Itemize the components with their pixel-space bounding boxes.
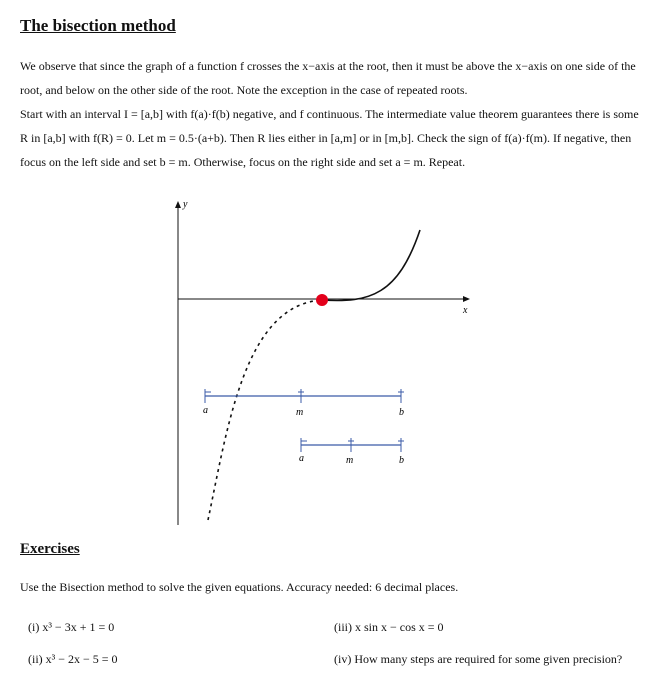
paragraph-1: We observe that since the graph of a function f crosses the x−axis at the root, then it must be above the x−axis on one side of the root, and below on the other side of the root. Note the exception in the case of repeated roots. — [20, 59, 636, 97]
y-axis-label: y — [183, 199, 188, 210]
curve-solid — [322, 230, 420, 301]
interval-2-m-label: m — [346, 455, 354, 466]
bisection-graph — [170, 195, 480, 525]
interval-1-b-label: b — [399, 407, 404, 418]
y-axis-arrow — [175, 201, 181, 208]
x-axis-arrow — [463, 296, 470, 302]
paragraph-2: Start with an interval I = [a,b] with f(a)·f(b) negative, and f continuous. The intermediate value theorem guarantees there is some R in [a,b] with f(R) = 0. Let m = 0.5·(a+b). Then R lies either in [a,m] or in [m,b]. Check the sign of f(a)·f(m). If negative, then focus on the left side and set b = m. Otherwise, focus on the right side and set a = m. Repeat. — [20, 107, 639, 169]
exercise-item: (iv) How many steps are required for some given precision? — [334, 652, 623, 666]
interval-2-a-label: a — [299, 453, 304, 464]
x-axis-label: x — [463, 305, 468, 316]
exercise-item: (i) x³ − 3x + 1 = 0 — [28, 620, 115, 634]
exercise-item: (ii) x³ − 2x − 5 = 0 — [28, 652, 118, 666]
interval-2-b-label: b — [399, 455, 404, 466]
interval-1-m-label: m — [296, 407, 304, 418]
curve-dashed — [208, 300, 322, 520]
body-text — [20, 54, 648, 174]
exercises-intro: Use the Bisection method to solve the given equations. Accuracy needed: 6 decimal places. — [20, 580, 459, 594]
exercises-title: Exercises — [20, 541, 80, 557]
interval-1-a-label: a — [203, 405, 208, 416]
page-title: The bisection method — [20, 16, 176, 35]
root-point — [316, 294, 328, 306]
exercise-item: (iii) x sin x − cos x = 0 — [334, 620, 444, 634]
